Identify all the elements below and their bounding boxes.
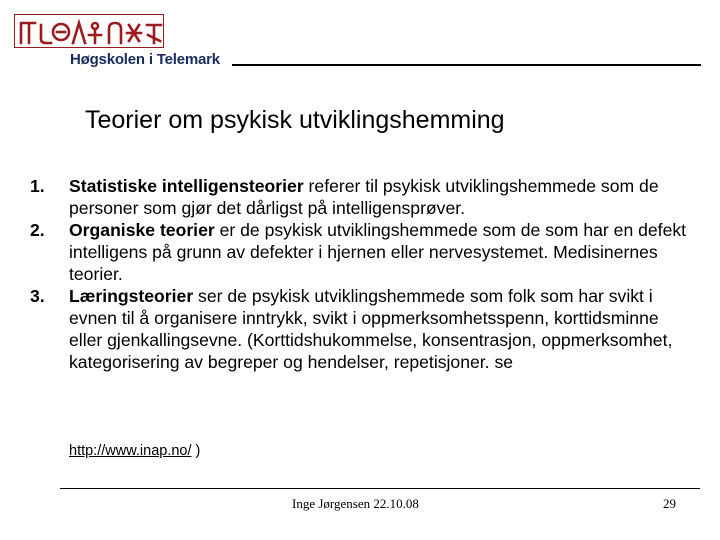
slide-title: Teorier om psykisk utviklingshemming (85, 106, 505, 134)
list-number: 2. (30, 220, 45, 240)
institution-name: Høgskolen i Telemark (70, 51, 220, 68)
page-number: 29 (663, 496, 676, 511)
list-term: Statistiske intelligensteorier (69, 176, 304, 196)
list-number: 3. (30, 286, 45, 306)
reference-suffix: ) (191, 443, 201, 459)
list-term: Organiske teorier (69, 220, 215, 240)
list-item (30, 175, 690, 219)
list-text: er de psykisk utviklingshemmede som de som har en defekt intelligens på grunn av defekter i hjernen eller nervesystemet. Medisinernes teorier. (69, 220, 687, 284)
inap-link[interactable]: http://www.inap.no/ (69, 443, 192, 459)
footer-divider (60, 488, 700, 489)
footer-author: Inge Jørgensen 22.10.08 (292, 496, 419, 511)
list-text: referer til psykisk utviklingshemmede som de personer som gjør det dårligst på intelligensprøver. (69, 176, 659, 218)
list-text: ser de psykisk utviklingshemmede som folk som har svikt i evnen til å organisere inntrykk, svikt i oppmerksomhetsspenn, korttidsminne eller gjenkallingsevne. (Korttidshukommelse, konsentrasjon, oppmerksomhet, kategorisering av begreper og hendelser, repetisjoner. se (69, 286, 673, 372)
logo (14, 14, 164, 48)
header-divider (232, 64, 701, 66)
list-item (30, 285, 690, 373)
list-number: 1. (30, 176, 45, 196)
list-item (30, 219, 690, 285)
theory-list (30, 175, 690, 373)
reference-line (69, 443, 200, 459)
list-term: Læringsteorier (69, 286, 194, 306)
rune-symbols-logo-icon (15, 15, 165, 49)
